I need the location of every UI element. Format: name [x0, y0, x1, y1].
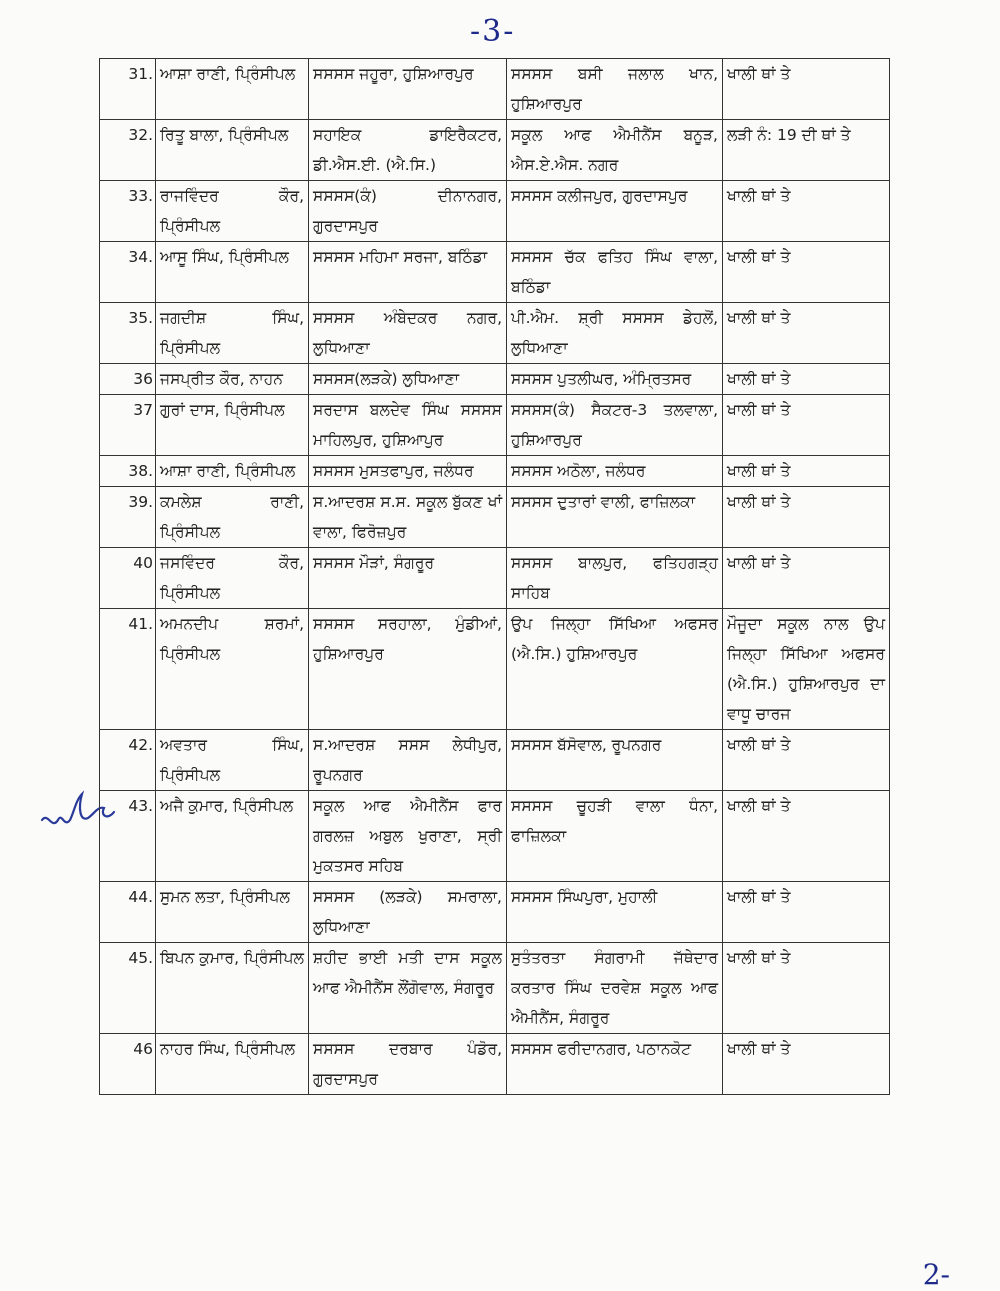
- serial-number-cell: 37: [100, 395, 156, 456]
- table-row: [100, 303, 890, 364]
- table-row: [100, 943, 890, 1034]
- serial-number-cell: 45.: [100, 943, 156, 1034]
- from-station-cell: ਸਸਸਸ(ਲੜਕੇ) ਲੁਧਿਆਣਾ: [309, 364, 507, 395]
- employee-name-cell: ਬਿਪਨ ਕੁਮਾਰ, ਪ੍ਰਿੰਸੀਪਲ: [156, 943, 309, 1034]
- employee-name-cell: ਆਸ਼ਾ ਰਾਣੀ, ਪ੍ਰਿੰਸੀਪਲ: [156, 59, 309, 120]
- serial-number-cell: 33.: [100, 181, 156, 242]
- page-number: -3-: [470, 14, 516, 49]
- remarks-cell: ਖਾਲੀ ਥਾਂ ਤੇ: [723, 1034, 890, 1095]
- remarks-cell: ਖਾਲੀ ਥਾਂ ਤੇ: [723, 943, 890, 1034]
- to-station-cell: ਸਸਸਸ ਫਰੀਦਾਨਗਰ, ਪਠਾਨਕੋਟ: [507, 1034, 723, 1095]
- to-station-cell: ਸਸਸਸ ਸਿੰਘਪੁਰਾ, ਮੁਹਾਲੀ: [507, 882, 723, 943]
- to-station-cell: ਸਸਸਸ ਪੁਤਲੀਘਰ, ਅੰਮ੍ਰਿਤਸਰ: [507, 364, 723, 395]
- table-row: [100, 882, 890, 943]
- transfer-table-body: [100, 59, 890, 1095]
- serial-number-cell: 38.: [100, 456, 156, 487]
- from-station-cell: ਸਕੂਲ ਆਫ ਐਮੀਨੈਂਸ ਫਾਰ ਗਰਲਜ਼ ਅਬੁਲ ਖੁਰਾਣਾ, ਸ੍ਰੀ ਮੁਕਤਸਰ ਸਹਿਬ: [309, 791, 507, 882]
- to-station-cell: ਸਸਸਸ ਬਸੀ ਜਲਾਲ ਖਾਨ, ਹੁਸ਼ਿਆਰਪੁਰ: [507, 59, 723, 120]
- to-station-cell: ਸਸਸਸ ਚੂਹੜੀ ਵਾਲਾ ਧੰਨਾ, ਫਾਜ਼ਿਲਕਾ: [507, 791, 723, 882]
- remarks-cell: ਲੜੀ ਨੰ: 19 ਦੀ ਥਾਂ ਤੇ: [723, 120, 890, 181]
- to-station-cell: ਸਸਸਸ ਅਠੋਲਾ, ਜਲੰਧਰ: [507, 456, 723, 487]
- table-row: [100, 1034, 890, 1095]
- serial-number-cell: 41.: [100, 609, 156, 730]
- from-station-cell: ਸ.ਆਦਰਸ਼ ਸਸਸ ਲੇਧੀਪੁਰ, ਰੂਪਨਗਰ: [309, 730, 507, 791]
- to-station-cell: ਸਕੂਲ ਆਫ ਐਮੀਨੈਂਸ ਬਨੂੜ, ਐਸ.ਏ.ਐਸ. ਨਗਰ: [507, 120, 723, 181]
- remarks-cell: ਖਾਲੀ ਥਾਂ ਤੇ: [723, 303, 890, 364]
- serial-number-cell: 40: [100, 548, 156, 609]
- remarks-cell: ਖਾਲੀ ਥਾਂ ਤੇ: [723, 364, 890, 395]
- from-station-cell: ਸ.ਆਦਰਸ਼ ਸ.ਸ. ਸਕੂਲ ਬੁੱਕਣ ਖਾਂ ਵਾਲਾ, ਫਿਰੋਜ਼ਪੁਰ: [309, 487, 507, 548]
- remarks-cell: ਖਾਲੀ ਥਾਂ ਤੇ: [723, 730, 890, 791]
- employee-name-cell: ਰਾਜਵਿੰਦਰ ਕੌਰ, ਪ੍ਰਿੰਸੀਪਲ: [156, 181, 309, 242]
- serial-number-cell: 43.: [100, 791, 156, 882]
- remarks-cell: ਖਾਲੀ ਥਾਂ ਤੇ: [723, 456, 890, 487]
- table-row: [100, 609, 890, 730]
- employee-name-cell: ਅਮਨਦੀਪ ਸ਼ਰਮਾਂ, ਪ੍ਰਿੰਸੀਪਲ: [156, 609, 309, 730]
- employee-name-cell: ਕਮਲੇਸ਼ ਰਾਣੀ, ਪ੍ਰਿੰਸੀਪਲ: [156, 487, 309, 548]
- table-row: [100, 487, 890, 548]
- to-station-cell: ਸਸਸਸ ਕਲੀਜਪੁਰ, ਗੁਰਦਾਸਪੁਰ: [507, 181, 723, 242]
- from-station-cell: ਸਸਸਸ ਦਰਬਾਰ ਪੰਡੋਰ, ਗੁਰਦਾਸਪੁਰ: [309, 1034, 507, 1095]
- from-station-cell: ਸਸਸਸ ਮੌੜਾਂ, ਸੰਗਰੂਰ: [309, 548, 507, 609]
- employee-name-cell: ਨਾਹਰ ਸਿੰਘ, ਪ੍ਰਿੰਸੀਪਲ: [156, 1034, 309, 1095]
- serial-number-cell: 35.: [100, 303, 156, 364]
- to-station-cell: ਸੁਤੰਤਰਤਾ ਸੰਗਰਾਮੀ ਜੱਥੇਦਾਰ ਕਰਤਾਰ ਸਿੰਘ ਦਰਵੇਸ਼ ਸਕੂਲ ਆਫ ਐਮੀਨੈਂਸ, ਸੰਗਰੂਰ: [507, 943, 723, 1034]
- from-station-cell: ਸਹਾਇਕ ਡਾਇਰੈਕਟਰ, ਡੀ.ਐਸ.ਈ. (ਐ.ਸਿ.): [309, 120, 507, 181]
- employee-name-cell: ਜਸਪ੍ਰੀਤ ਕੌਰ, ਨਾਹਨ: [156, 364, 309, 395]
- table-row: [100, 59, 890, 120]
- table-row: [100, 364, 890, 395]
- table-row: [100, 242, 890, 303]
- from-station-cell: ਸਸਸਸ ਅੰਬੇਦਕਰ ਨਗਰ, ਲੁਧਿਆਣਾ: [309, 303, 507, 364]
- table-row: [100, 791, 890, 882]
- to-station-cell: ਪੀ.ਐਮ. ਸ਼੍ਰੀ ਸਸਸਸ ਡੇਹਲੋਂ, ਲੁਧਿਆਣਾ: [507, 303, 723, 364]
- next-page-mark: 2-: [922, 1258, 950, 1291]
- serial-number-cell: 42.: [100, 730, 156, 791]
- employee-name-cell: ਜਸਵਿੰਦਰ ਕੌਰ, ਪ੍ਰਿੰਸੀਪਲ: [156, 548, 309, 609]
- employee-name-cell: ਰਿਤੂ ਬਾਲਾ, ਪ੍ਰਿੰਸੀਪਲ: [156, 120, 309, 181]
- from-station-cell: ਸਸਸਸ ਸਰਹਾਲਾ, ਮੁੰਡੀਆਂ, ਹੁਸ਼ਿਆਰਪੁਰ: [309, 609, 507, 730]
- serial-number-cell: 39.: [100, 487, 156, 548]
- remarks-cell: ਮੌਜੂਦਾ ਸਕੂਲ ਨਾਲ ਉਪ ਜਿਲ੍ਹਾ ਸਿੱਖਿਆ ਅਫਸਰ (ਐ.ਸਿ.) ਹੁਸ਼ਿਆਰਪੁਰ ਦਾ ਵਾਧੂ ਚਾਰਜ: [723, 609, 890, 730]
- remarks-cell: ਖਾਲੀ ਥਾਂ ਤੇ: [723, 882, 890, 943]
- from-station-cell: ਸਸਸਸ ਜਹੂਰਾ, ਹੁਸ਼ਿਆਰਪੁਰ: [309, 59, 507, 120]
- to-station-cell: ਸਸਸਸ(ਕੰ) ਸੈਕਟਰ-3 ਤਲਵਾਲਾ, ਹੁਸ਼ਿਆਰਪੁਰ: [507, 395, 723, 456]
- employee-name-cell: ਅਵਤਾਰ ਸਿੰਘ, ਪ੍ਰਿੰਸੀਪਲ: [156, 730, 309, 791]
- remarks-cell: ਖਾਲੀ ਥਾਂ ਤੇ: [723, 791, 890, 882]
- employee-name-cell: ਸੁਮਨ ਲਤਾ, ਪ੍ਰਿੰਸੀਪਲ: [156, 882, 309, 943]
- employee-name-cell: ਆਸ਼ਾ ਰਾਣੀ, ਪ੍ਰਿੰਸੀਪਲ: [156, 456, 309, 487]
- remarks-cell: ਖਾਲੀ ਥਾਂ ਤੇ: [723, 395, 890, 456]
- employee-name-cell: ਆਸੂ ਸਿੰਘ, ਪ੍ਰਿੰਸੀਪਲ: [156, 242, 309, 303]
- serial-number-cell: 44.: [100, 882, 156, 943]
- serial-number-cell: 36: [100, 364, 156, 395]
- serial-number-cell: 34.: [100, 242, 156, 303]
- to-station-cell: ਸਸਸਸ ਬੱਸੋਵਾਲ, ਰੂਪਨਗਰ: [507, 730, 723, 791]
- table-row: [100, 548, 890, 609]
- serial-number-cell: 32.: [100, 120, 156, 181]
- to-station-cell: ਉਪ ਜਿਲ੍ਹਾ ਸਿੱਖਿਆ ਅਫਸਰ (ਐ.ਸਿ.) ਹੁਸ਼ਿਆਰਪੁਰ: [507, 609, 723, 730]
- table-row: [100, 120, 890, 181]
- from-station-cell: ਸਸਸਸ ਮਹਿਮਾ ਸਰਜਾ, ਬਠਿੰਡਾ: [309, 242, 507, 303]
- remarks-cell: ਖਾਲੀ ਥਾਂ ਤੇ: [723, 59, 890, 120]
- remarks-cell: ਖਾਲੀ ਥਾਂ ਤੇ: [723, 242, 890, 303]
- transfer-table: [99, 58, 890, 1095]
- to-station-cell: ਸਸਸਸ ਦੁਤਾਰਾਂ ਵਾਲੀ, ਫਾਜ਼ਿਲਕਾ: [507, 487, 723, 548]
- table-row: [100, 395, 890, 456]
- to-station-cell: ਸਸਸਸ ਚੱਕ ਫਤਿਹ ਸਿੰਘ ਵਾਲਾ, ਬਠਿੰਡਾ: [507, 242, 723, 303]
- employee-name-cell: ਗੁਰਾਂ ਦਾਸ, ਪ੍ਰਿੰਸੀਪਲ: [156, 395, 309, 456]
- table-row: [100, 181, 890, 242]
- from-station-cell: ਸਸਸਸ(ਕੰ) ਦੀਨਾਨਗਰ, ਗੁਰਦਾਸਪੁਰ: [309, 181, 507, 242]
- remarks-cell: ਖਾਲੀ ਥਾਂ ਤੇ: [723, 548, 890, 609]
- from-station-cell: ਸਸਸਸ ਮੁਸਤਫਾਪੁਰ, ਜਲੰਧਰ: [309, 456, 507, 487]
- serial-number-cell: 46: [100, 1034, 156, 1095]
- from-station-cell: ਸ਼ਹੀਦ ਭਾਈ ਮਤੀ ਦਾਸ ਸਕੂਲ ਆਫ ਐਮੀਨੈਂਸ ਲੌਂਗੋਵਾਲ, ਸੰਗਰੂਰ: [309, 943, 507, 1034]
- remarks-cell: ਖਾਲੀ ਥਾਂ ਤੇ: [723, 487, 890, 548]
- from-station-cell: ਸਰਦਾਸ ਬਲਦੇਵ ਸਿੰਘ ਸਸਸਸ ਮਾਹਿਲਪੁਰ, ਹੁਸ਼ਿਆਪੁਰ: [309, 395, 507, 456]
- to-station-cell: ਸਸਸਸ ਬਾਲਪੁਰ, ਫਤਿਹਗੜ੍ਹ ਸਾਹਿਬ: [507, 548, 723, 609]
- employee-name-cell: ਜਗਦੀਸ਼ ਸਿੰਘ, ਪ੍ਰਿੰਸੀਪਲ: [156, 303, 309, 364]
- table-row: [100, 730, 890, 791]
- from-station-cell: ਸਸਸਸ (ਲੜਕੇ) ਸਮਰਾਲਾ, ਲੁਧਿਆਣਾ: [309, 882, 507, 943]
- employee-name-cell: ਅਜੈ ਕੁਮਾਰ, ਪ੍ਰਿੰਸੀਪਲ: [156, 791, 309, 882]
- remarks-cell: ਖਾਲੀ ਥਾਂ ਤੇ: [723, 181, 890, 242]
- table-row: [100, 456, 890, 487]
- serial-number-cell: 31.: [100, 59, 156, 120]
